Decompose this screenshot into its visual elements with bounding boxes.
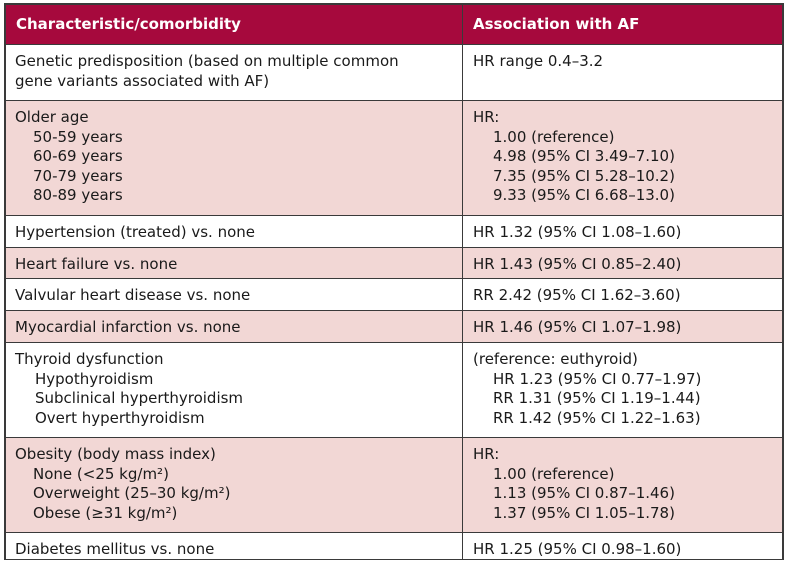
row-label: Heart failure vs. none [6, 248, 463, 278]
sub-item: Obese (≥31 kg/m²) [33, 503, 178, 522]
row-value [463, 101, 782, 215]
value-head: HR: [473, 445, 500, 463]
value-line: 7.35 (95% CI 5.28–10.2) [493, 166, 675, 185]
table-row-heart-failure [6, 248, 782, 279]
row-value: HR 1.25 (95% CI 0.98–1.60) [473, 540, 682, 558]
value-line: 1.00 (reference) [493, 127, 615, 146]
header-association: Association with AF [473, 15, 640, 33]
table-row-valvular [6, 279, 782, 311]
label-line: Older age [15, 108, 89, 126]
row-label [6, 45, 463, 100]
value-head: (reference: euthyroid) [473, 350, 638, 368]
value-line: 1.00 (reference) [493, 464, 615, 483]
sub-item: 80-89 years [33, 186, 123, 204]
sub-item: 50-59 years [33, 127, 123, 146]
row-value: HR 1.46 (95% CI 1.07–1.98) [473, 318, 682, 336]
value-line: 9.33 (95% CI 6.68–13.0) [493, 186, 675, 204]
table-row-thyroid [6, 343, 782, 438]
value-head: HR: [473, 108, 500, 126]
row-label [6, 101, 463, 215]
table-row-age [6, 101, 782, 216]
value-line: HR 1.23 (95% CI 0.77–1.97) [493, 369, 702, 388]
sub-item: Overweight (25–30 kg/m²) [33, 484, 231, 502]
table-row-obesity [6, 438, 782, 533]
header-characteristic: Characteristic/comorbidity [6, 5, 463, 44]
sub-item: Overt hyperthyroidism [35, 408, 205, 427]
row-value [463, 45, 782, 100]
sub-item: 70-79 years [33, 166, 123, 185]
row-label [6, 438, 463, 532]
sub-item: None (<25 kg/m²) [33, 464, 169, 483]
value-line: 1.13 (95% CI 0.87–1.46) [493, 484, 675, 502]
row-value: HR 1.32 (95% CI 1.08–1.60) [473, 223, 682, 241]
row-label [6, 343, 463, 437]
label-line: Thyroid dysfunction [15, 350, 164, 368]
value-line: RR 1.42 (95% CI 1.22–1.63) [493, 408, 701, 427]
row-label: Myocardial infarction vs. none [6, 311, 463, 342]
row-value: RR 2.42 (95% CI 1.62–3.60) [473, 286, 681, 304]
sub-item: 60-69 years [33, 147, 123, 165]
af-risk-table [4, 3, 784, 560]
value-line: RR 1.31 (95% CI 1.19–1.44) [493, 389, 701, 407]
value-line: 1.37 (95% CI 1.05–1.78) [493, 503, 675, 522]
row-label: Hypertension (treated) vs. none [6, 216, 463, 247]
row-label: Diabetes mellitus vs. none [6, 533, 463, 559]
value-line: HR range 0.4–3.2 [473, 52, 604, 70]
table-row-hypertension [6, 216, 782, 248]
table-row-diabetes [6, 533, 782, 559]
table-row-genetic [6, 45, 782, 101]
table-row-mi [6, 311, 782, 343]
value-line: 4.98 (95% CI 3.49–7.10) [493, 147, 675, 165]
label-line: gene variants associated with AF) [15, 71, 270, 90]
label-line: Genetic predisposition (based on multiple common [15, 52, 399, 70]
row-value: HR 1.43 (95% CI 0.85–2.40) [473, 255, 682, 273]
sub-item: Hypothyroidism [35, 369, 154, 388]
row-value [463, 343, 782, 437]
label-line: Obesity (body mass index) [15, 445, 216, 463]
sub-item: Subclinical hyperthyroidism [35, 389, 244, 407]
row-label: Valvular heart disease vs. none [6, 279, 463, 310]
row-value [463, 438, 782, 532]
table-header [6, 5, 782, 45]
